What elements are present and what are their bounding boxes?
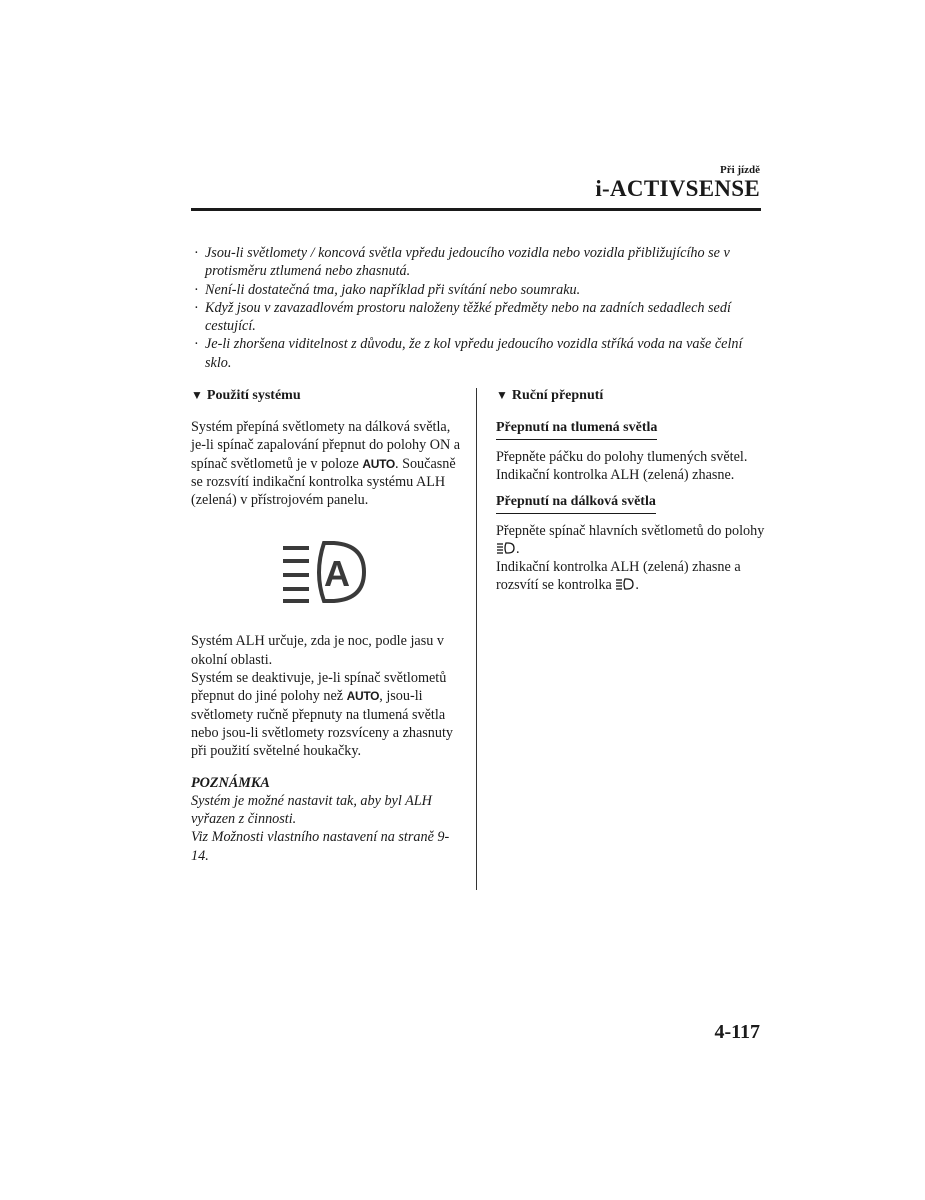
svg-text:A: A xyxy=(324,553,350,595)
triangle-down-icon: ▼ xyxy=(496,388,508,402)
list-item: · Když jsou v zavazadlovém prostoru naloženy těžké předměty nebo na zadních sedadlech sedí cestující. xyxy=(193,299,765,336)
list-item: · Jsou-li světlomety / koncová světla vpředu jedoucího vozidla nebo vozidla přibližujícího se v protisměru ztlumená nebo zhasnutá. xyxy=(193,244,765,281)
subheading-high-beam: Přepnutí na dálková světla xyxy=(496,493,656,514)
subheading-low-beam: Přepnutí na tlumená světla xyxy=(496,419,657,440)
paragraph: Indikační kontrolka ALH (zelená) zhasne. xyxy=(496,467,735,484)
auto-high-beam-icon xyxy=(280,539,366,605)
note-title: POZNÁMKA xyxy=(191,774,270,791)
right-column xyxy=(496,386,766,595)
list-item: · Není-li dostatečná tma, jako například při svítání nebo soumraku. xyxy=(193,281,765,299)
high-beam-icon xyxy=(616,578,634,590)
triangle-down-icon: ▼ xyxy=(191,388,203,402)
section-label: Při jízdě xyxy=(719,164,760,176)
auto-label: AUTO xyxy=(362,456,395,471)
page-number: 4-117 xyxy=(714,1021,760,1043)
note-text: Viz Možnosti vlastního nastavení na straně 9-14. xyxy=(191,829,450,864)
header-rule xyxy=(191,208,761,211)
section-heading: ▼ Ruční přepnutí xyxy=(496,388,604,403)
list-item: · Je-li zhoršena viditelnost z důvodu, že z kol vpředu jedoucího vozidla stříká voda na vaše čelní sklo. xyxy=(193,335,765,372)
section-heading: ▼ Použití systému xyxy=(191,388,301,403)
column-divider xyxy=(476,388,477,890)
paragraph: Systém se deaktivuje, je-li spínač světlometů přepnut do jiné polohy než AUTO, jsou-li světlomety ručně přepnuty na tlumená světla nebo jsou-li světlomety rozsvíceny a zhasnuty při použití světelné houkačky. xyxy=(191,670,454,760)
paragraph: Systém ALH určuje, zda je noc, podle jasu v okolní oblasti. xyxy=(191,633,444,668)
note-text: Systém je možné nastavit tak, aby byl ALH vyřazen z činnosti. xyxy=(191,792,432,828)
paragraph: Indikační kontrolka ALH (zelená) zhasne a rozsvítí se kontrolka . xyxy=(496,559,741,594)
left-column xyxy=(191,386,463,865)
paragraph: Systém přepíná světlomety na dálková světla, je-li spínač zapalování přepnut do polohy ON a spínač světlometů je v poloze AUTO. Současně se rozsvítí indikační kontrolka systému ALH (zelená) v přístrojovém panelu. xyxy=(191,419,461,509)
paragraph: Přepněte spínač hlavních světlometů do polohy . xyxy=(496,522,765,557)
chapter-title: i-ACTIVSENSE xyxy=(595,176,760,201)
auto-label: AUTO xyxy=(346,689,380,704)
high-beam-icon xyxy=(497,542,515,554)
condition-list xyxy=(193,244,765,372)
paragraph: Přepněte páčku do polohy tlumených světel. xyxy=(496,449,748,465)
